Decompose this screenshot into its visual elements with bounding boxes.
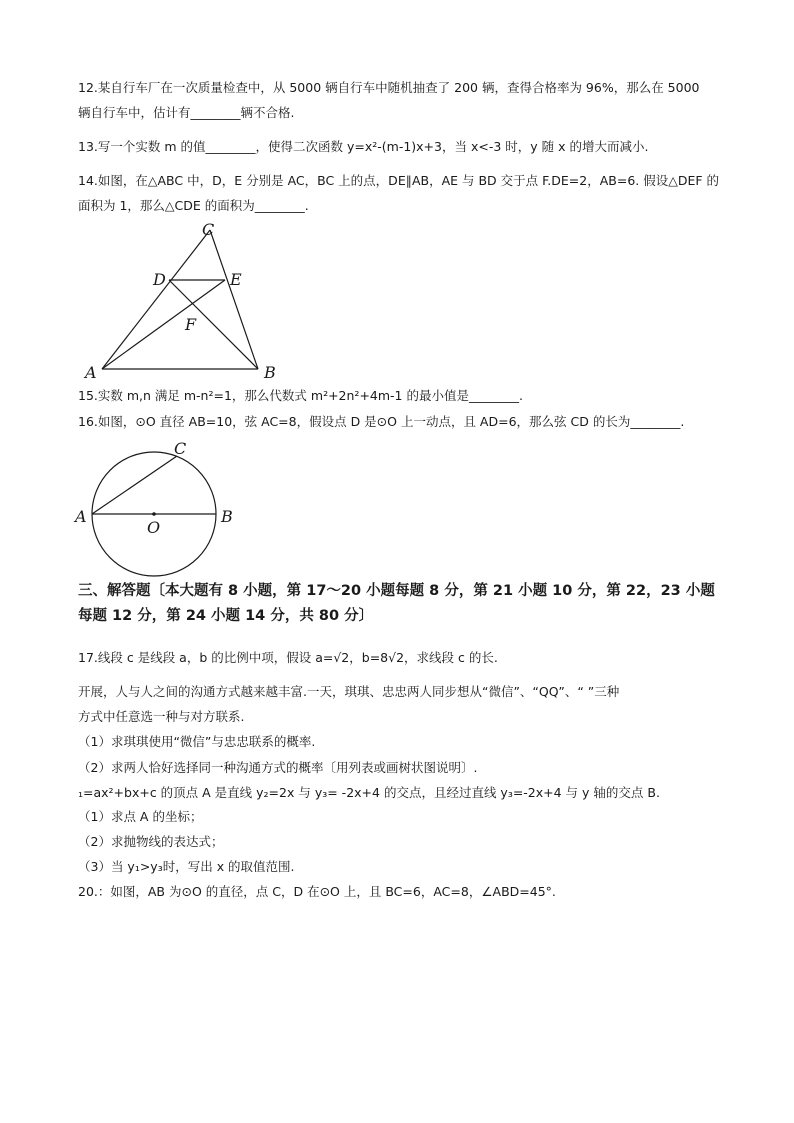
q20-text: 20.：如图，AB 为⊙O 的直径，点 C，D 在⊙O 上，且 BC=6，AC=8，∠ABD=45°. xyxy=(78,884,556,899)
label-c: C xyxy=(174,439,187,458)
q19-part1: （1）求点 A 的坐标； xyxy=(78,809,203,824)
segment-bc xyxy=(210,230,258,369)
circle-figure xyxy=(70,438,240,578)
q18-part2: （2）求两人恰好选择同一种沟通方式的概率〔用列表或画树状图说明〕. xyxy=(78,760,478,775)
q19-part2: （2）求抛物线的表达式； xyxy=(78,834,224,849)
label-f: F xyxy=(185,315,197,334)
label-e: E xyxy=(230,270,242,289)
q18-line1: 开展，人与人之间的沟通方式越来越丰富.一天，琪琪、忠忠两人同步想从“微信”、“QQ”、“ ”三种 xyxy=(78,684,620,699)
segment-ae xyxy=(102,280,225,369)
q14-line1: 14.如图，在△ABC 中，D，E 分别是 AC，BC 上的点，DE∥AB，AE 与 BD 交于点 F.DE=2，AB=6. 假设△DEF 的 xyxy=(78,173,720,188)
segment-ac xyxy=(102,230,210,369)
segment-bd xyxy=(169,280,258,369)
label-a: A xyxy=(75,507,87,526)
section-heading-line2: 每题 12 分，第 24 小题 14 分，共 80 分〕 xyxy=(78,608,374,624)
label-o: O xyxy=(147,518,161,537)
q19-text: ₁=ax²+bx+c 的顶点 A 是直线 y₂=2x 与 y₃= -2x+4 的交点，且经过直线 y₃=-2x+4 与 y 轴的交点 B. xyxy=(78,785,660,800)
label-a: A xyxy=(85,363,97,382)
label-b: B xyxy=(264,363,276,382)
q18-line2: 方式中任意选一种与对方联系. xyxy=(78,709,245,724)
q17-text: 17.线段 c 是线段 a，b 的比例中项，假设 a=√2，b=8√2，求线段 c 的长. xyxy=(78,650,498,665)
chord-ac xyxy=(92,456,177,514)
q13-text: 13.写一个实数 m 的值________，使得二次函数 y=x²-(m-1)x+3，当 x<-3 时，y 随 x 的增大而减小. xyxy=(78,139,649,154)
section-heading-line1: 三、解答题〔本大题有 8 小题，第 17～20 小题每题 8 分，第 21 小题 10 分，第 22，23 小题 xyxy=(78,583,715,599)
label-c: C xyxy=(202,220,215,239)
q14-line2: 面积为 1，那么△CDE 的面积为________. xyxy=(78,198,309,213)
center-dot xyxy=(152,512,156,516)
label-b: B xyxy=(221,507,233,526)
q16-text: 16.如图，⊙O 直径 AB=10，弦 AC=8，假设点 D 是⊙O 上一动点，且 AD=6，那么弦 CD 的长为________. xyxy=(78,414,685,429)
q19-part3: （3）当 y₁>y₃时，写出 x 的取值范围. xyxy=(78,859,295,874)
q12-line2: 辆自行车中，估计有________辆不合格. xyxy=(78,105,295,120)
q12-line1: 12.某自行车厂在一次质量检查中，从 5000 辆自行车中随机抽查了 200 辆，查得合格率为 96%，那么在 5000 xyxy=(78,80,700,95)
label-d: D xyxy=(153,270,166,289)
q18-part1: （1）求琪琪使用“微信”与忠忠联系的概率. xyxy=(78,734,316,749)
q15-text: 15.实数 m,n 满足 m-n²=1，那么代数式 m²+2n²+4m-1 的最小值是________. xyxy=(78,388,523,403)
triangle-figure xyxy=(78,218,298,388)
